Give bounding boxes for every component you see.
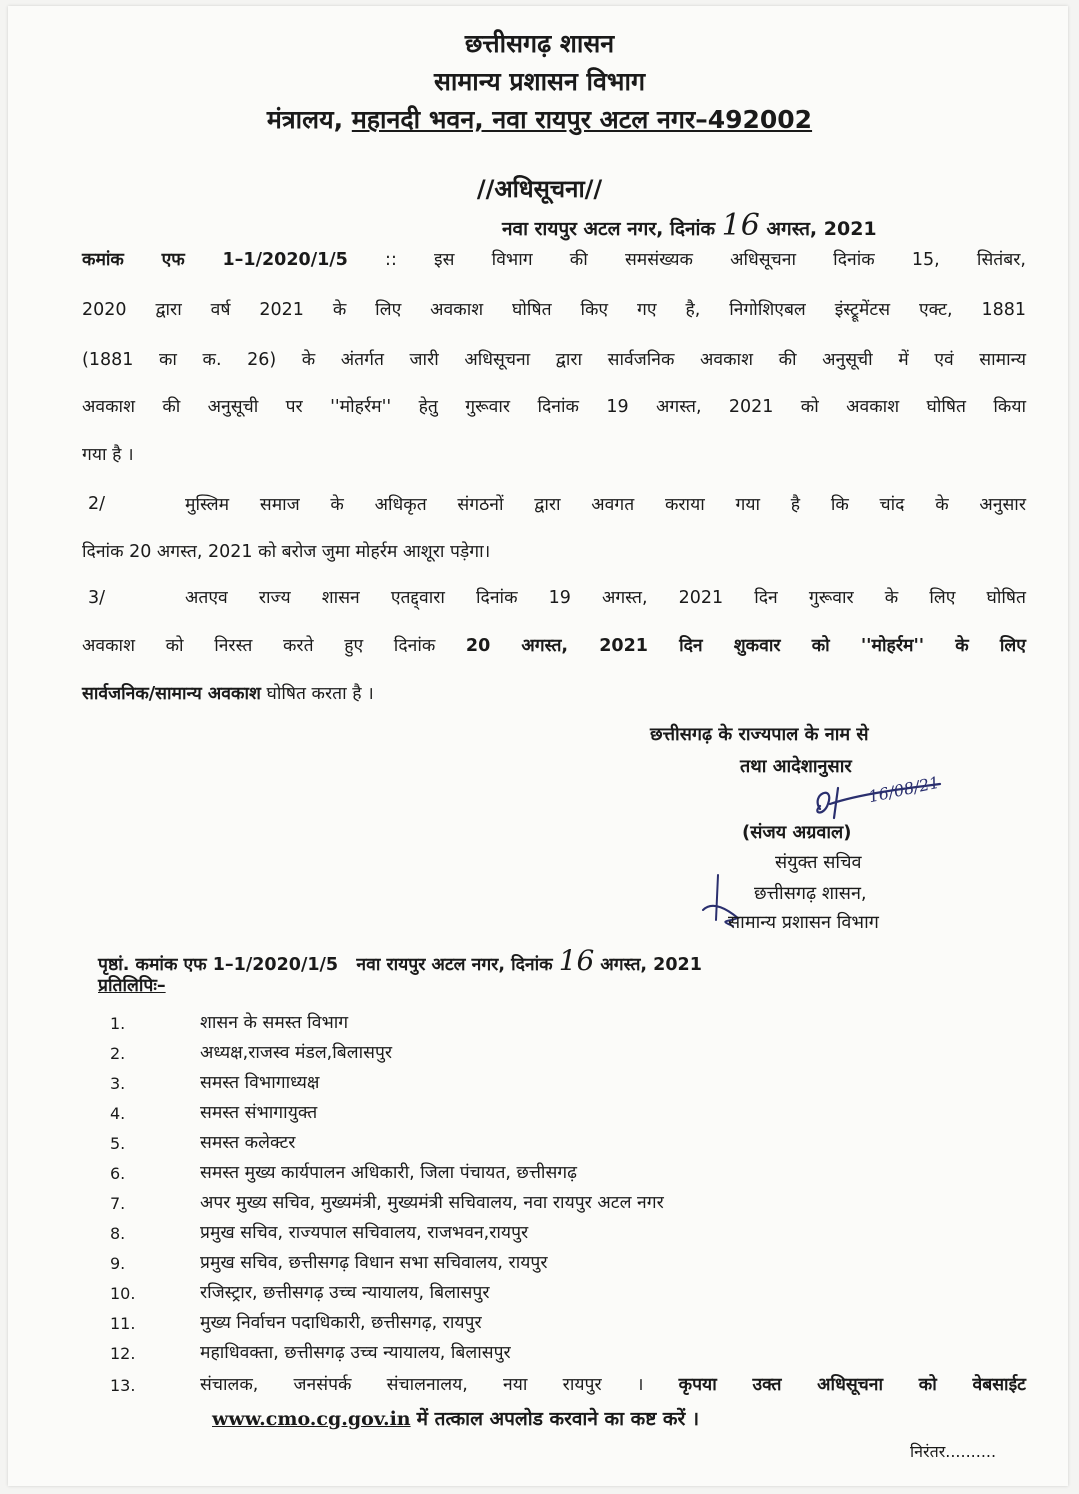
para3-line3	[82, 681, 374, 705]
para2-number: 2/	[88, 494, 106, 514]
website-link[interactable]: www.cmo.cg.gov.in	[212, 1408, 411, 1430]
para1-line1-text: :: इस विभाग की समसंख्यक अधिसूचना दिनांक 15, सितंबर,	[385, 250, 1026, 270]
list-item-number: 2.	[110, 1044, 126, 1063]
signatory-name: (संजय अग्रवाल)	[742, 822, 852, 843]
list-item-number: 10.	[110, 1284, 136, 1303]
signature-authority-line1: छत्तीसगढ़ के राज्यपाल के नाम से	[650, 724, 869, 745]
website-instruction: में तत्काल अपलोड करवाने का कष्ट करें ।	[416, 1408, 700, 1430]
address-prefix: मंत्रालय,	[266, 105, 352, 134]
list-item-number: 7.	[110, 1194, 126, 1213]
website-line	[212, 1405, 699, 1431]
department-name: सामान्य प्रशासन विभाग	[433, 67, 646, 96]
continued-marker: निरंतर..........	[910, 1442, 997, 1461]
para1-line1	[82, 247, 1026, 271]
office-address	[0, 102, 1079, 136]
para3-line2-bold: 20 अगस्त, 2021 दिन शुकवार को ''मोहर्रम'' के लिए	[465, 636, 1026, 656]
list-item-number: 4.	[110, 1104, 126, 1123]
notice-date-line	[502, 208, 877, 243]
list-item: समस्त मुख्य कार्यपालन अधिकारी, जिला पंचायत, छत्तीसगढ़	[200, 1163, 577, 1183]
signatory-org2: सामान्य प्रशासन विभाग	[728, 912, 879, 933]
list-item: समस्त कलेक्टर	[200, 1133, 296, 1153]
signatory-designation: संयुक्त सचिव	[775, 852, 862, 873]
notice-title: //अधिसूचना//	[476, 175, 603, 203]
list-item-number: 13.	[110, 1376, 136, 1395]
list-item: महाधिवक्ता, छत्तीसगढ़ उच्च न्यायालय, बिलासपुर	[200, 1343, 511, 1363]
item13-bold-text: कृपया उक्त अधिसूचना को वेबसाईट	[678, 1375, 1026, 1395]
date-suffix: अगस्त, 2021	[766, 218, 877, 240]
para2-line1: मुस्लिम समाज के अधिकृत संगठनों द्वारा अवगत कराया गया है कि चांद के अनुसार	[185, 495, 1026, 515]
list-item-number: 3.	[110, 1074, 126, 1093]
list-item: समस्त संभागायुक्त	[200, 1103, 318, 1123]
order-reference: कमांक एफ 1–1/2020/1/5	[82, 250, 348, 270]
signatory-org1: छत्तीसगढ़ शासन,	[754, 883, 867, 904]
para1-line4: अवकाश की अनुसूची पर ''मोहर्रम'' हेतु गुरूवार दिनांक 19 अगस्त, 2021 को अवकाश घोषित किया	[82, 397, 1026, 417]
para1-line2: 2020 द्वारा वर्ष 2021 के लिए अवकाश घोषित किए गए है, निगोशिएबल इंस्ट्रूमेंटस एक्ट, 1881	[82, 300, 1026, 320]
list-item: रजिस्ट्रार, छत्तीसगढ़ उच्च न्यायालय, बिलासपुर	[200, 1283, 490, 1303]
handwritten-date: 16/08/21	[866, 772, 942, 807]
list-item: मुख्य निर्वाचन पदाधिकारी, छत्तीसगढ़, रायपुर	[200, 1313, 482, 1333]
handwritten-day: 16	[721, 208, 760, 243]
para1-line5: गया है ।	[82, 445, 134, 465]
list-item-number: 8.	[110, 1224, 126, 1243]
govt-name: छत्तीसगढ़ शासन	[464, 29, 615, 58]
endorsement-date-suffix: अगस्त, 2021	[600, 955, 702, 975]
address-underlined: महानदी भवन, नवा रायपुर अटल नगर–492002	[351, 105, 813, 134]
list-item-number: 5.	[110, 1134, 126, 1153]
list-item-number: 6.	[110, 1164, 126, 1183]
list-item-number: 11.	[110, 1314, 136, 1333]
list-item: अध्यक्ष,राजस्व मंडल,बिलासपुर	[200, 1043, 393, 1063]
list-item-number: 9.	[110, 1254, 126, 1273]
endorsement-place: नवा रायपुर अटल नगर, दिनांक	[356, 955, 553, 975]
list-item-number: 1.	[110, 1014, 126, 1033]
copy-to-label: प्रतिलिपिः–	[98, 976, 166, 996]
item13-normal-text: संचालक, जनसंपर्क संचालनालय, नया रायपुर ।	[200, 1375, 644, 1395]
list-item: प्रमुख सचिव, छत्तीसगढ़ विधान सभा सचिवालय, रायपुर	[200, 1253, 548, 1273]
endorsement-line	[98, 944, 702, 977]
list-item-number: 12.	[110, 1344, 136, 1363]
para3-line2-normal: अवकाश को निरस्त करते हुए दिनांक	[82, 636, 436, 656]
para3-line3-bold: सार्वजनिक/सामान्य अवकाश	[82, 684, 261, 704]
signature-authority-line2: तथा आदेशानुसार	[740, 756, 852, 777]
para3-number: 3/	[88, 588, 106, 608]
list-item: शासन के समस्त विभाग	[200, 1013, 349, 1033]
list-item: समस्त विभागाध्यक्ष	[200, 1073, 320, 1093]
para2-line2: दिनांक 20 अगस्त, 2021 को बरोज जुमा मोहर्रम आशूरा पड़ेगा।	[82, 542, 491, 562]
endorsement-handwritten-day: 16	[558, 944, 595, 977]
endorsement-ref: पृष्ठां. कमांक एफ 1–1/2020/1/5	[98, 955, 339, 975]
para3-line3-normal: घोषित करता है ।	[266, 684, 374, 704]
list-item-13	[200, 1372, 1026, 1396]
para1-line3: (1881 का क. 26) के अंतर्गत जारी अधिसूचना द्वारा सार्वजनिक अवकाश की अनुसूची में एवं सामान्य	[82, 350, 1026, 370]
para3-line2	[82, 633, 1026, 657]
date-prefix: नवा रायपुर अटल नगर, दिनांक	[502, 218, 716, 240]
list-item: अपर मुख्य सचिव, मुख्यमंत्री, मुख्यमंत्री सचिवालय, नवा रायपुर अटल नगर	[200, 1193, 664, 1213]
list-item: प्रमुख सचिव, राज्यपाल सचिवालय, राजभवन,रायपुर	[200, 1223, 529, 1243]
para3-line1: अतएव राज्य शासन एतद्द्वारा दिनांक 19 अगस्त, 2021 दिन गुरूवार के लिए घोषित	[185, 588, 1026, 608]
